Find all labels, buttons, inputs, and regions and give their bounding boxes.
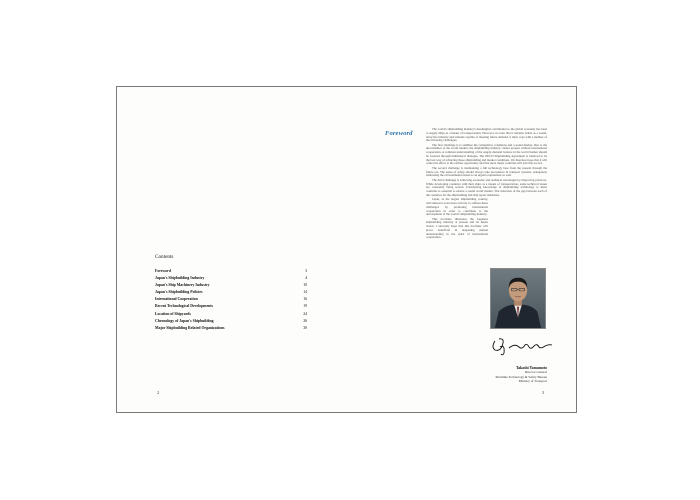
toc-entry-title: Major Shipbuilding Related Organizations (155, 325, 225, 330)
toc-entry[interactable] (155, 289, 307, 296)
left-page-number: 2 (157, 390, 160, 395)
portrait-photo (490, 268, 546, 329)
toc-entry[interactable] (155, 303, 307, 310)
toc-entry[interactable] (155, 275, 307, 282)
toc-entry-page: 10 (303, 283, 307, 288)
toc-entry-page: 19 (303, 304, 307, 309)
signatory-title: Director General (524, 370, 547, 375)
signatory-bureau: Maritime Technology & Safety Bureau (495, 374, 547, 379)
toc-entry[interactable] (155, 311, 307, 318)
foreword-paragraph: The third challenge is achieving economic and technical advantages by improving practices. While developing countries with their ships as a means of transportation, some technical issues are constantly being solved. Transferring knowledge of shipbuilding technology to these countries is essential to ensure a sound world market. The reduction of the gap between each of the countries for the shipbuilding and ship repair industries. (426, 177, 547, 197)
signature-icon (489, 335, 555, 357)
toc-entry[interactable] (155, 268, 307, 275)
toc-entry[interactable] (155, 282, 307, 289)
toc-entry-page: 30 (303, 325, 307, 330)
foreword-paragraph: This brochure illustrates the Japanese shipbuilding industry at present and its future vision. I sincerely hope that this brochure will prove beneficial in deepening mutual understanding in the spirit of international cooperation. (426, 216, 488, 240)
contents-title: Contents (155, 254, 174, 260)
toc-entry-page: 24 (303, 311, 307, 316)
brochure-spread (116, 86, 577, 413)
table-of-contents (155, 268, 307, 332)
foreword-body (426, 128, 547, 241)
toc-entry-page: 4 (305, 276, 307, 281)
toc-entry-page: 26 (303, 318, 307, 323)
toc-entry-title: Location of Shipyards (155, 311, 191, 316)
toc-entry-title: Chronology of Japan's Shipbuilding (155, 318, 214, 323)
toc-entry-page: 16 (303, 297, 307, 302)
toc-entry-title: Japan's Ship Machinery Industry (155, 283, 210, 288)
signatory-ministry: Ministry of Transport (518, 379, 547, 384)
toc-entry-title: Japan's Shipbuilding Industry (155, 276, 205, 281)
foreword-paragraph: The first challenge is to stabilize the competitive conditions and a sound market. Due to the uncertainties of the world market, the shipbuilding industry cannot prosper without international cooperation. A common understanding of the supply-demand balance in the world market should be fostered through multilateral dialogue. The OECD Shipbuilding Agreement is believed to be the best way of achieving these shipbuilding and market conditions. We therefore hope that it will come into effect at the earliest opportunity and that more major countries will join this accord. (426, 142, 548, 166)
toc-entry-page: 14 (303, 290, 307, 295)
foreword-paragraph: The world's shipbuilding industry's meaningful contribution to the global economy has been to supply ships as a means of transportation. However, in order that it remains viable as a sound, attractive industry and remains capable of meeting future demand, it must cope with a number of the following challenges. (426, 127, 547, 143)
toc-entry-title: Recent Technological Developments (155, 304, 214, 309)
foreword-paragraph: Japan, as the largest shipbuilding country, will endeavor even more actively to address these challenges by promoting international cooperation in order to contribute to the development of the world's shipbuilding industry. (426, 197, 488, 217)
signatory-block (485, 366, 547, 384)
foreword-paragraph: The second challenge is maintaining a full technology base from the present through the future era. The sense of safety should always take precedence in transport systems. Adequately addressing the environmental issues is an urgent requirement as well. (426, 165, 547, 178)
signatory-name: Takashi Yamamoto (515, 366, 547, 370)
toc-entry[interactable] (155, 318, 307, 325)
foreword-heading: Foreword (385, 130, 413, 137)
toc-entry[interactable] (155, 325, 307, 332)
toc-entry-title: Japan's Shipbuilding Policies (155, 290, 203, 295)
toc-entry-title: Foreword (155, 269, 171, 273)
right-page-number: 3 (542, 390, 545, 395)
toc-entry-page: 3 (305, 269, 307, 273)
toc-entry[interactable] (155, 296, 307, 303)
toc-entry-title: International Cooperation (155, 297, 198, 302)
left-page (117, 87, 347, 412)
